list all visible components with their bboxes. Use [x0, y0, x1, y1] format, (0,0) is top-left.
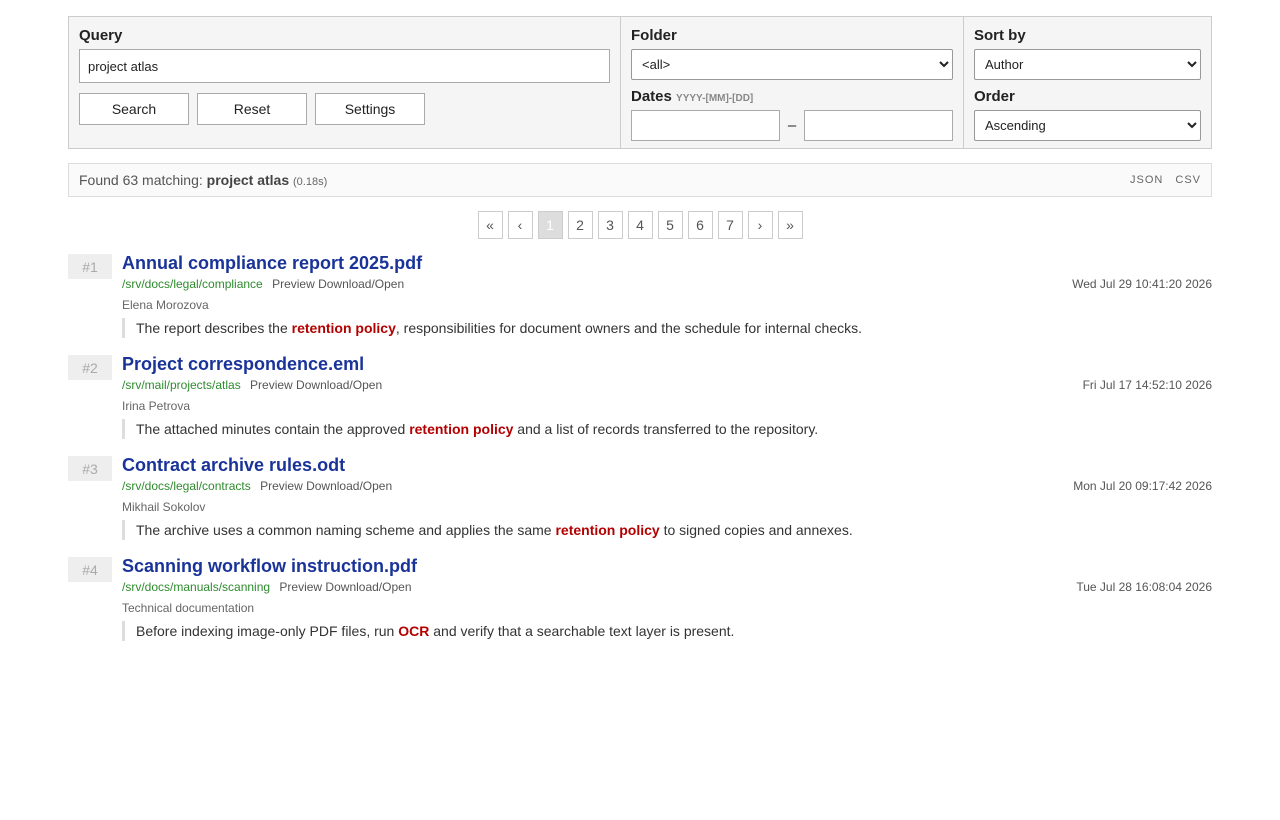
- result-meta: [122, 478, 1212, 495]
- result-author: Elena Morozova: [122, 298, 209, 312]
- export-links: [1130, 174, 1201, 186]
- result-meta: [122, 377, 1212, 394]
- result-title-link[interactable]: Project correspondence.eml: [122, 354, 365, 374]
- result-path-link[interactable]: /srv/docs/manuals/scanning: [122, 580, 271, 594]
- search-button[interactable]: Search: [79, 93, 189, 125]
- snippet-text: and verify that a searchable text layer is present.: [429, 623, 735, 639]
- result-snippet: [122, 419, 1212, 439]
- result-author: Mikhail Sokolov: [122, 500, 206, 514]
- snippet-text: and a list of records transferred to the repository.: [513, 421, 819, 437]
- page-button[interactable]: 2: [568, 211, 593, 239]
- dates-format-hint: YYYY-[MM]-[DD]: [676, 93, 754, 104]
- reset-button[interactable]: Reset: [197, 93, 307, 125]
- snippet-text: The archive uses a common naming scheme and applies the same: [136, 522, 556, 538]
- result-actions[interactable]: Preview Download/Open: [279, 580, 412, 594]
- sort-select[interactable]: [974, 49, 1201, 80]
- page-button[interactable]: 4: [628, 211, 653, 239]
- pagination: [0, 211, 1280, 239]
- order-label: Order: [974, 88, 1015, 105]
- export-csv-link[interactable]: CSV: [1175, 174, 1201, 186]
- export-json-link[interactable]: JSON: [1130, 174, 1164, 186]
- folder-select[interactable]: [631, 49, 953, 80]
- snippet-highlight: OCR: [398, 623, 430, 639]
- result-rank: #1: [68, 254, 112, 279]
- page-button[interactable]: 6: [688, 211, 713, 239]
- result-meta: [122, 579, 1212, 596]
- date-to-input[interactable]: [804, 110, 953, 141]
- summary-prefix: Found 63 matching:: [79, 172, 203, 188]
- snippet-text: , responsibilities for document owners and the schedule for internal checks.: [395, 320, 863, 336]
- page-next-button[interactable]: ›: [748, 211, 773, 239]
- page-button[interactable]: 3: [598, 211, 623, 239]
- result-date: Mon Jul 20 09:17:42 2026: [1073, 479, 1212, 493]
- page-button[interactable]: 7: [718, 211, 743, 239]
- result-actions[interactable]: Preview Download/Open: [272, 277, 405, 291]
- page-first-button[interactable]: «: [478, 211, 503, 239]
- results-list: [68, 251, 1212, 655]
- result-date: Wed Jul 29 10:41:20 2026: [1072, 277, 1212, 291]
- result-item: [68, 554, 1212, 655]
- result-rank: #4: [68, 557, 112, 582]
- result-actions[interactable]: Preview Download/Open: [250, 378, 383, 392]
- query-label: Query: [79, 27, 123, 44]
- result-body: [122, 453, 1212, 540]
- result-date: Tue Jul 28 16:08:04 2026: [1076, 580, 1212, 594]
- snippet-text: Before indexing image-only PDF files, run: [136, 623, 399, 639]
- query-input[interactable]: [79, 49, 610, 83]
- result-body: [122, 554, 1212, 641]
- page-button-current[interactable]: 1: [538, 211, 563, 239]
- result-date: Fri Jul 17 14:52:10 2026: [1082, 378, 1212, 392]
- result-title-link[interactable]: Scanning workflow instruction.pdf: [122, 556, 417, 576]
- sort-column: [964, 17, 1211, 148]
- snippet-highlight: retention policy: [291, 320, 396, 336]
- result-body: [122, 352, 1212, 439]
- result-path-link[interactable]: /srv/docs/legal/contracts: [122, 479, 251, 493]
- dates-separator: –: [787, 117, 797, 134]
- result-item: [68, 352, 1212, 453]
- folder-label: Folder: [631, 27, 677, 44]
- result-path-link[interactable]: /srv/mail/projects/atlas: [122, 378, 241, 392]
- dates-label: Dates: [631, 88, 672, 105]
- date-from-input[interactable]: [631, 110, 780, 141]
- results-summary: [68, 163, 1212, 197]
- result-snippet: [122, 520, 1212, 540]
- search-form: [68, 16, 1212, 149]
- page-last-button[interactable]: »: [778, 211, 803, 239]
- result-author: Technical documentation: [122, 601, 255, 615]
- result-path-link[interactable]: /srv/docs/legal/compliance: [122, 277, 263, 291]
- result-meta: [122, 276, 1212, 293]
- result-snippet: [122, 318, 1212, 338]
- result-item: [68, 453, 1212, 554]
- button-row: [79, 93, 610, 125]
- summary-text: [79, 172, 327, 188]
- folder-column: [621, 17, 964, 148]
- result-title-link[interactable]: Annual compliance report 2025.pdf: [122, 253, 423, 273]
- result-title-link[interactable]: Contract archive rules.odt: [122, 455, 346, 475]
- result-author: Irina Petrova: [122, 399, 191, 413]
- result-snippet: [122, 621, 1212, 641]
- snippet-highlight: retention policy: [555, 522, 660, 538]
- settings-button[interactable]: Settings: [315, 93, 425, 125]
- result-rank: #3: [68, 456, 112, 481]
- result-item: [68, 251, 1212, 352]
- query-column: [69, 17, 621, 148]
- dates-label-row: [631, 88, 953, 106]
- order-select[interactable]: [974, 110, 1201, 141]
- result-actions[interactable]: Preview Download/Open: [260, 479, 393, 493]
- dates-row: [631, 110, 953, 141]
- result-rank: #2: [68, 355, 112, 380]
- snippet-highlight: retention policy: [409, 421, 514, 437]
- page-button[interactable]: 5: [658, 211, 683, 239]
- sort-label: Sort by: [974, 27, 1026, 44]
- page-prev-button[interactable]: ‹: [508, 211, 533, 239]
- snippet-text: The attached minutes contain the approved: [136, 421, 410, 437]
- snippet-text: The report describes the: [136, 320, 292, 336]
- snippet-text: to signed copies and annexes.: [659, 522, 853, 538]
- summary-time: (0.18s): [293, 176, 328, 188]
- summary-query: project atlas: [206, 172, 290, 188]
- result-body: [122, 251, 1212, 338]
